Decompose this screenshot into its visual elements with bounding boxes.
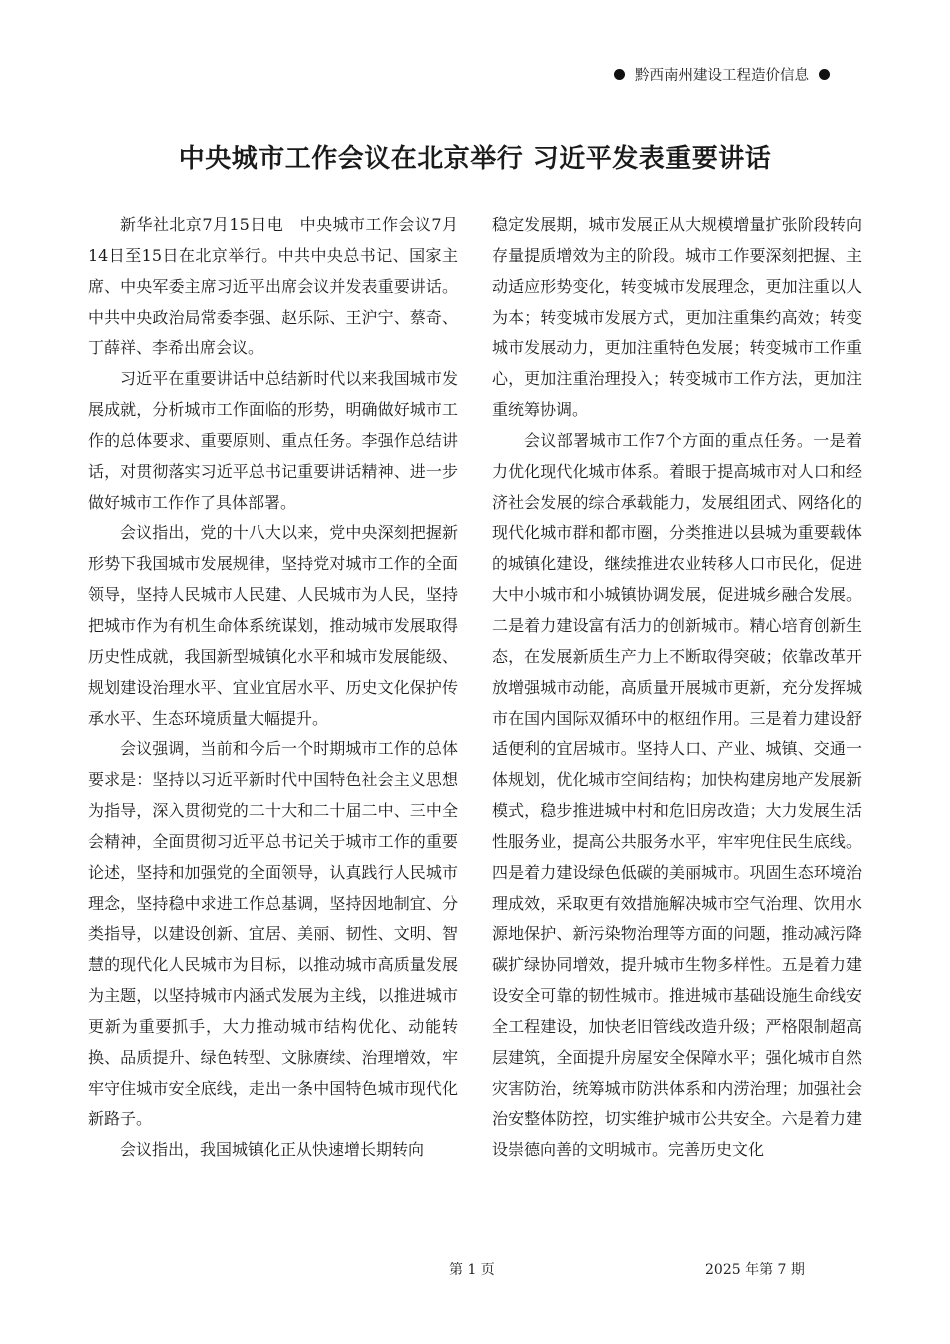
publication-name: 黔西南州建设工程造价信息: [635, 68, 809, 84]
issue-number: 2025 年第 7 期: [705, 1262, 805, 1278]
paragraph: 习近平在重要讲话中总结新时代以来我国城市发展成就，分析城市工作面临的形势，明确做好城市工作的总体要求、重要原则、重点任务。李强作总结讲话，对贯彻落实习近平总书记重要讲话精神、进一步做好城市工作作了具体部署。: [88, 369, 458, 512]
right-column: [492, 210, 862, 1166]
article-body: [88, 210, 862, 1166]
paragraph: 会议指出，党的十八大以来，党中央深刻把握新形势下我国城市发展规律，坚持党对城市工作的全面领导，坚持人民城市人民建、人民城市为人民，坚持把城市作为有机生命体系统谋划，推动城市发展取得历史性成就，我国新型城镇化水平和城市发展能级、规划建设治理水平、宜业宜居水平、历史文化保护传承水平、生态环境质量大幅提升。: [88, 523, 458, 728]
article-title: 中央城市工作会议在北京举行 习近平发表重要讲话: [178, 144, 772, 174]
paragraph: 会议强调，当前和今后一个时期城市工作的总体要求是：坚持以习近平新时代中国特色社会主义思想为指导，深入贯彻党的二十大和二十届二中、三中全会精神，全面贯彻习近平总书记关于城市工作的重要论述，坚持和加强党的全面领导，认真践行人民城市理念，坚持稳中求进工作总基调，坚持因地制宜、分类指导，以建设创新、宜居、美丽、韧性、文明、智慧的现代化人民城市为目标，以推动城市高质量发展为主题，以坚持城市内涵式发展为主线，以推进城市更新为重要抓手，大力推动城市结构优化、动能转换、品质提升、绿色转型、文脉赓续、治理增效，牢牢守住城市安全底线，走出一条中国特色城市现代化新路子。: [88, 739, 458, 1129]
page-number: 第 1 页: [449, 1262, 495, 1278]
paragraph: 新华社北京7月15日电 中央城市工作会议7月14日至15日在北京举行。中共中央总书记、国家主席、中央军委主席习近平出席会议并发表重要讲话。中共中央政治局常委李强、赵乐际、王沪宁、蔡奇、丁薛祥、李希出席会议。: [88, 215, 458, 358]
bullet-dot-icon: [614, 69, 625, 80]
bullet-dot-icon: [819, 69, 830, 80]
paragraph-continued: 稳定发展期，城市发展正从大规模增量扩张阶段转向存量提质增效为主的阶段。城市工作要深刻把握、主动适应形势变化，转变城市发展理念，更加注重以人为本；转变城市发展方式，更加注重集约高效；转变城市发展动力，更加注重特色发展；转变城市工作重心，更加注重治理投入；转变城市工作方法，更加注重统筹协调。: [492, 215, 862, 420]
page-header: [614, 64, 830, 85]
paragraph: 会议部署城市工作7个方面的重点任务。一是着力优化现代化城市体系。着眼于提高城市对人口和经济社会发展的综合承载能力，发展组团式、网络化的现代化城市群和都市圈，分类推进以县城为重要载体的城镇化建设，继续推进农业转移人口市民化，促进大中小城市和小城镇协调发展，促进城乡融合发展。二是着力建设富有活力的创新城市。精心培育创新生态，在发展新质生产力上不断取得突破；依靠改革开放增强城市动能，高质量开展城市更新，充分发挥城市在国内国际双循环中的枢纽作用。三是着力建设舒适便利的宜居城市。坚持人口、产业、城镇、交通一体规划，优化城市空间结构；加快构建房地产发展新模式，稳步推进城中村和危旧房改造；大力发展生活性服务业，提高公共服务水平，牢牢兜住民生底线。四是着力建设绿色低碳的美丽城市。巩固生态环境治理成效，采取更有效措施解决城市空气治理、饮用水源地保护、新污染物治理等方面的问题，推动减污降碳扩绿协同增效，提升城市生物多样性。五是着力建设安全可靠的韧性城市。推进城市基础设施生命线安全工程建设，加快老旧管线改造升级；严格限制超高层建筑，全面提升房屋安全保障水平；强化城市自然灾害防治，统筹城市防洪体系和内涝治理；加强社会治安整体防控，切实维护城市公共安全。六是着力建设崇德向善的文明城市。完善历史文化: [492, 430, 862, 1160]
left-column: [88, 210, 458, 1166]
paragraph: 会议指出，我国城镇化正从快速增长期转向: [120, 1140, 425, 1160]
